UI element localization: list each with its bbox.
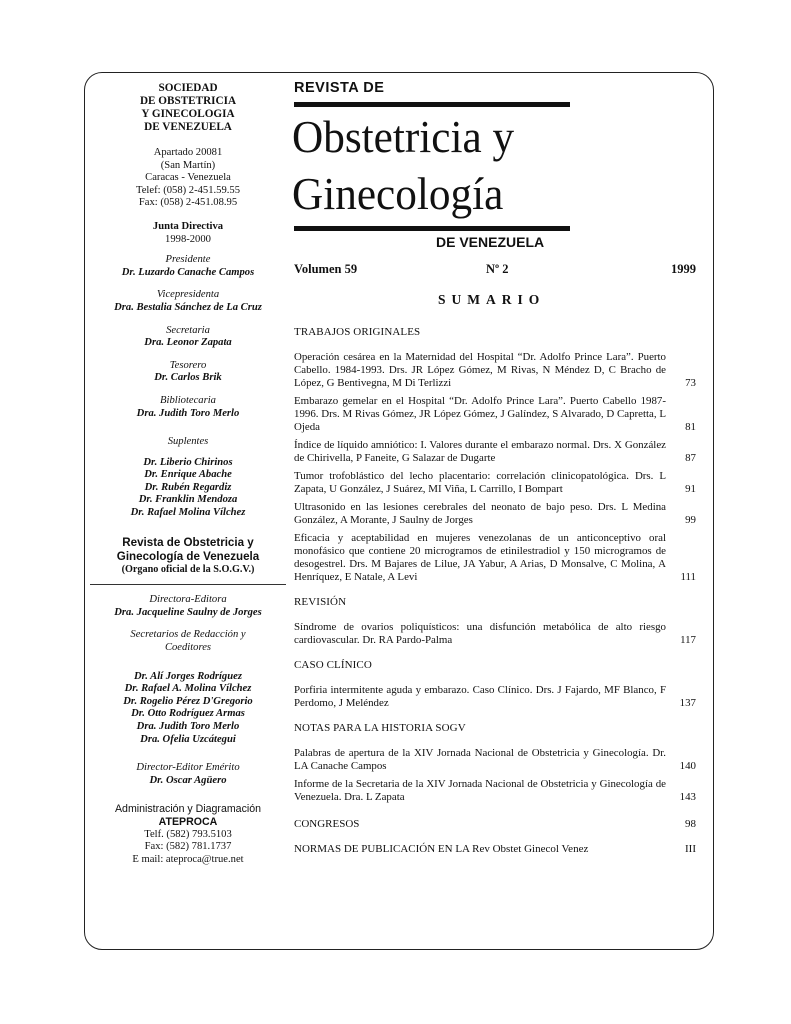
toc-entry-text: Eficacia y aceptabilidad en mujeres venezolanas de un anticonceptivo oral monofásico que contiene 20 microgramos de etinilestradiol y 150 microgramos de desogestrel. Drs. M Bajares de Lilue, JA Yabur, A Arias, D Monsalve, C Molina, A Henríquez, E Natale, A Levi (294, 532, 666, 583)
masthead-bar-bottom (294, 226, 570, 231)
section-title-revision: REVISIÓN (294, 596, 347, 608)
congresos-title: CONGRESOS (294, 818, 360, 830)
congresos-page: 98 (685, 818, 696, 830)
toc-entry-page: 117 (680, 634, 696, 646)
toc-entry-text: Ultrasonido en las lesiones cerebrales del neonato de bajo peso. Drs. L Medina González, A Morante, J Saulny de Jorges (294, 501, 666, 526)
toc-entry-text: Síndrome de ovarios poliquísticos: una disfunción metabólica de alto riesgo cardiovascular. Dr. RA Pardo-Palma (294, 621, 666, 646)
board-role: Tesorero (169, 359, 207, 371)
toc-entry-text: Tumor trofoblástico del lecho placentario: correlación clinicopatológica. Drs. L Zapata, U González, J Suárez, MI Viña, L Carrillo, I Bompart (294, 470, 666, 495)
board-role: Bibliotecaria (160, 394, 216, 406)
toc-entry (294, 684, 696, 710)
sidebar (90, 82, 286, 866)
toc-entry (294, 439, 696, 465)
toc-entry-page: 143 (679, 791, 696, 803)
board-role: Presidente (165, 254, 211, 266)
adm-title: Administración y Diagramación (114, 803, 262, 816)
adm-name: ATEPROCA (158, 815, 218, 828)
board-role: Secretaria (166, 324, 210, 336)
organo-oficial: (Organo oficial de la S.O.G.V.) (121, 563, 255, 575)
masthead-pre: REVISTA DE (294, 80, 385, 96)
masthead-post: DE VENEZUELA (436, 234, 545, 250)
section-title-caso: CASO CLÍNICO (294, 659, 372, 671)
toc-entry-text: Porfiria intermitente aguda y embarazo. Caso Clínico. Drs. J Fajardo, MF Blanco, F Perdomo, J Meléndez (294, 684, 666, 709)
board-role: Vicepresidenta (156, 289, 220, 301)
masthead-title: Obstetricia y Ginecología (292, 111, 515, 219)
toc-entry-page: 137 (679, 697, 696, 709)
junta-title: Junta Directiva (152, 220, 224, 232)
board-name: Dra. Judith Toro Merlo (136, 407, 240, 419)
toc-entry-text: Embarazo gemelar en el Hospital “Dr. Adolfo Prince Lara”. Puerto Cabello 1987-1996. Drs. M Rivas Gómez, JR López Gómez, J Galíndez, S Alvarado, D Capretta, L Ojeda (294, 395, 666, 433)
junta-years: 1998-2000 (165, 233, 211, 245)
masthead-bar-top (294, 102, 570, 107)
suplentes-title: Suplentes (167, 436, 209, 448)
sidebar-divider (90, 584, 286, 585)
revista-name: Revista de Obstetricia y Ginecología de Venezuela (116, 535, 260, 563)
board-name: Dr. Carlos Brik (154, 372, 222, 384)
table-of-contents (294, 326, 696, 856)
section-title-originales: TRABAJOS ORIGINALES (294, 326, 421, 338)
toc-entry-text: Operación cesárea en la Maternidad del Hospital “Dr. Adolfo Prince Lara”. Puerto Cabello. 1984-1993. Drs. JR López Gómez, M Rivas, N Méndez D, C Bracho de López, G Bentivegna, M Di Terlizzi (294, 351, 666, 389)
board-name: Dr. Luzardo Canache Campos (121, 266, 255, 278)
toc-entry-page: 91 (685, 483, 696, 495)
toc-entry-page: 87 (685, 452, 696, 464)
secretarios-list: Dr. Alí Jorges Rodríguez Dr. Rafael A. Molina Vílchez Dr. Rogelio Pérez D'Gregorio Dr. Otto Rodríguez Armas Dra. Judith Toro Merlo Dra. Ofelia Uzcátegui (123, 670, 253, 745)
toc-entry (294, 747, 696, 773)
section-congresos (294, 818, 696, 831)
secretarios-role: Secretarios de Redacción y Coeditores (130, 629, 246, 654)
issue-line (294, 262, 696, 278)
suplentes-list: Dr. Liberio Chirinos Dr. Enrique Abache Dr. Rubén Regardiz Dr. Franklin Mendoza Dr. Rafael Molina Vílchez (130, 456, 246, 519)
toc-entry-text: Informe de la Secretaria de la XIV Jornada Nacional de Obstetricia y Ginecología de Venezuela. Dra. L Zapata (294, 778, 666, 803)
board-name: Dra. Bestalia Sánchez de La Cruz (114, 301, 262, 313)
issue-volume: Volumen 59 (294, 262, 358, 276)
sumario-heading: SUMARIO (438, 292, 546, 307)
toc-entry-text: Palabras de apertura de la XIV Jornada Nacional de Obstetricia y Ginecología. Dr. LA Canache Campos (294, 747, 666, 772)
toc-entry (294, 395, 696, 434)
toc-entry-text: Índice de líquido amniótico: I. Valores durante el embarazo normal. Drs. X González de Chirivella, P Faneite, G Salazar de Dugarte (294, 439, 666, 464)
normas-title: NORMAS DE PUBLICACIÓN EN LA Rev Obstet Ginecol Venez (294, 843, 589, 855)
toc-entry (294, 470, 696, 496)
toc-entry-page: 99 (685, 514, 696, 526)
administration: Administración y Diagramación ATEPROCA Telf. (582) 793.5103 Fax: (582) 781.1737 E mail: ateproca@true.net (90, 803, 286, 866)
directora-name: Dra. Jacqueline Saulny de Jorges (114, 606, 262, 618)
issue-number: Nº 2 (486, 262, 509, 276)
emerito-role: Director-Editor Emérito (136, 762, 240, 774)
normas-page: III (685, 843, 696, 855)
section-normas (294, 843, 696, 856)
issue-year: 1999 (671, 262, 696, 276)
toc-entry (294, 532, 696, 584)
directora-role: Directora-Editora (149, 594, 227, 606)
toc-entry (294, 351, 696, 390)
toc-entry (294, 621, 696, 647)
emerito-name: Dr. Oscar Agüero (149, 774, 227, 786)
section-title-notas: NOTAS PARA LA HISTORIA SOGV (294, 722, 466, 734)
toc-entry (294, 778, 696, 804)
society-name: SOCIEDAD DE OBSTETRICIA Y GINECOLOGIA DE VENEZUELA (139, 82, 237, 133)
toc-entry-page: 140 (679, 760, 696, 772)
toc-entry-page: 111 (680, 571, 696, 583)
toc-entry (294, 501, 696, 527)
toc-entry-page: 81 (685, 421, 696, 433)
society-address: Apartado 20081 (San Martín) Caracas - Venezuela Telef: (058) 2-451.59.55 Fax: (058) 2-451.08.95 (136, 147, 240, 209)
board-name: Dra. Leonor Zapata (144, 337, 232, 349)
toc-entry-page: 73 (685, 377, 696, 389)
